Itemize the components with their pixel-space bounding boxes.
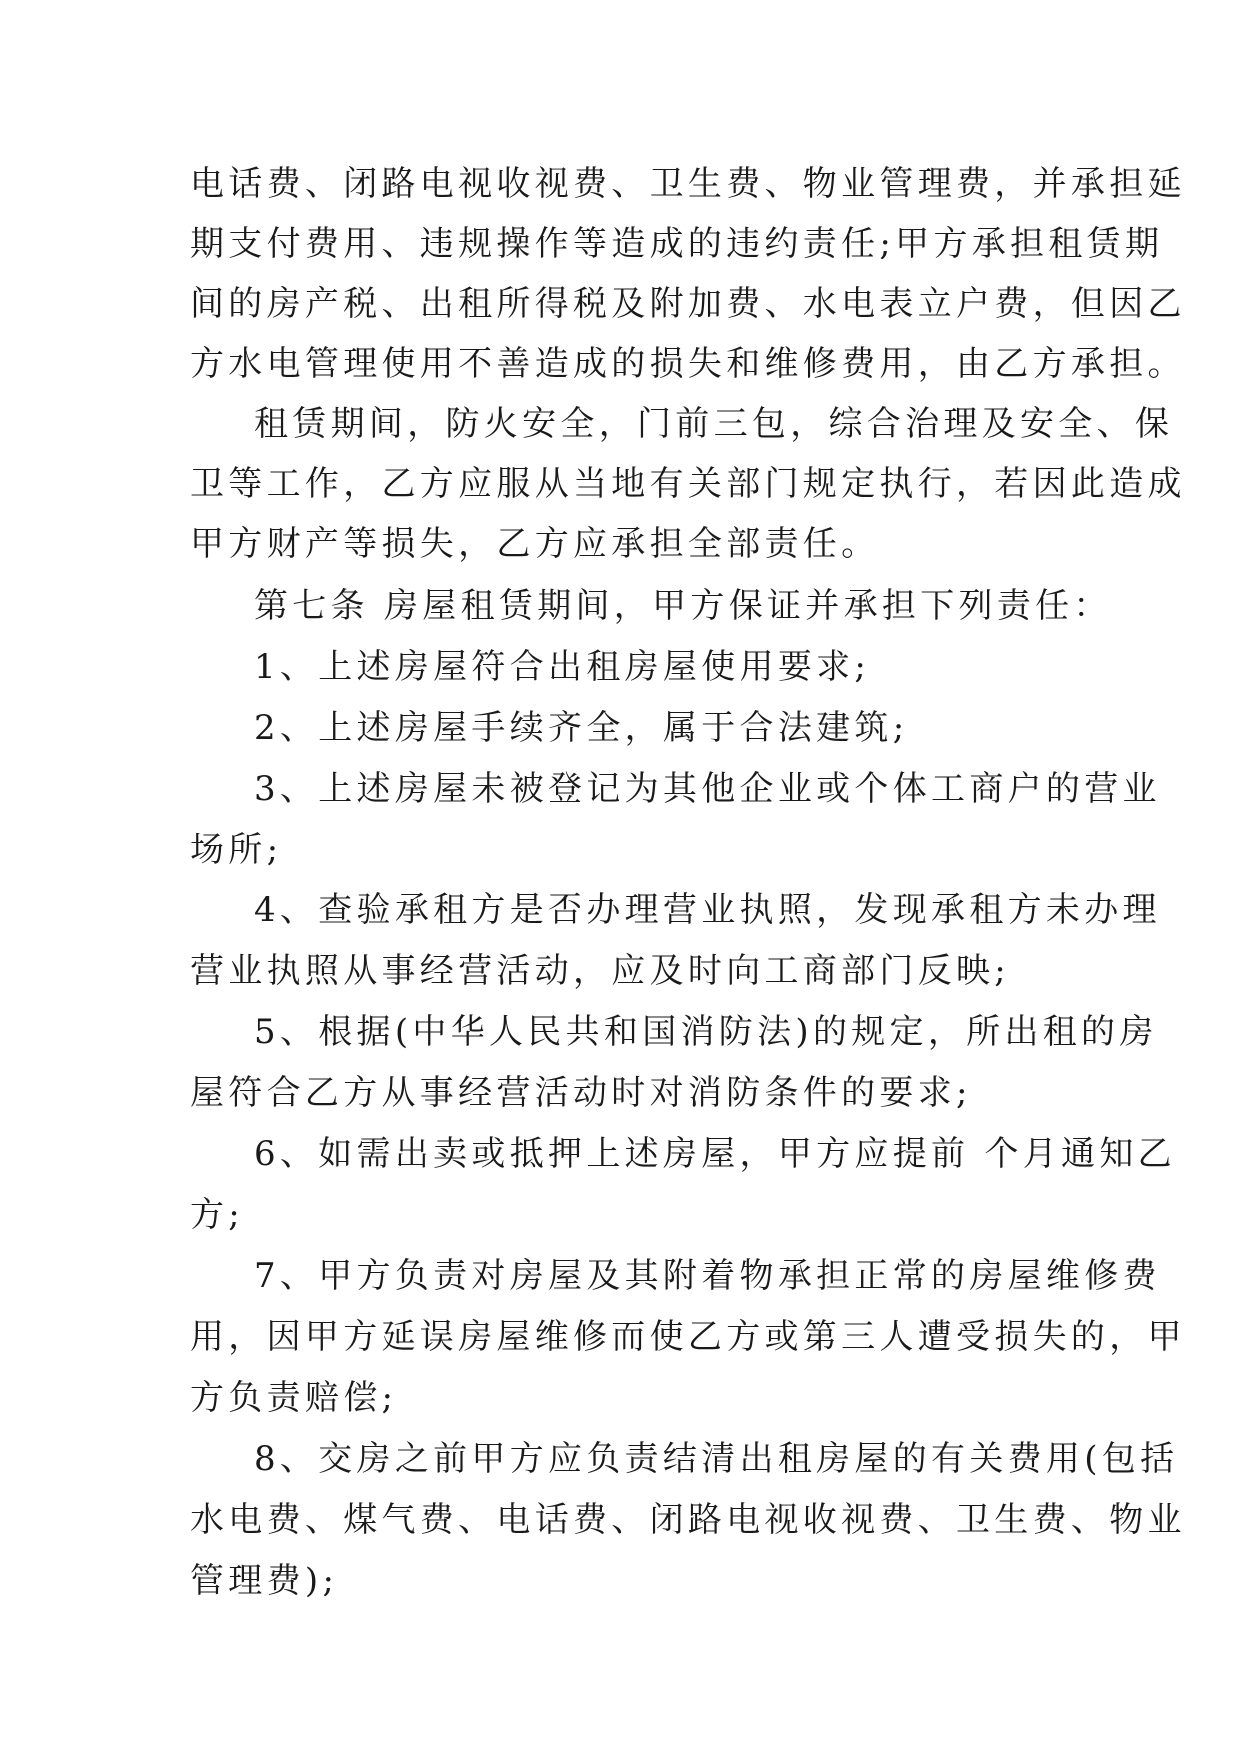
- text-line: 间的房产税、出租所得税及附加费、水电表立户费，但因乙: [190, 284, 1186, 324]
- text-line: 场所;: [190, 830, 283, 870]
- text-line: 营业执照从事经营活动，应及时向工商部门反映;: [190, 951, 1011, 991]
- text-line: 用，因甲方延误房屋维修而使乙方或第三人遭受损失的，甲: [190, 1317, 1186, 1357]
- list-item: 4、查验承租方是否办理营业执照，发现承租方未办理: [254, 890, 1161, 930]
- text-line: 卫等工作，乙方应服从当地有关部门规定执行，若因此造成: [190, 464, 1186, 504]
- list-item: 2、上述房屋手续齐全，属于合法建筑;: [254, 708, 909, 748]
- text-line: 水电费、煤气费、电话费、闭路电视收视费、卫生费、物业: [190, 1500, 1186, 1540]
- text-line: 管理费);: [190, 1561, 339, 1601]
- text-line: 甲方财产等损失，乙方应承担全部责任。: [190, 524, 880, 564]
- text-line: 方负责赔偿;: [190, 1378, 398, 1418]
- text-line: 方;: [190, 1195, 245, 1235]
- article-heading: 第七条 房屋租赁期间，甲方保证并承担下列责任：: [254, 586, 1112, 626]
- text-line: 期支付费用、违规操作等造成的违约责任;甲方承担租赁期: [190, 224, 1164, 264]
- list-item: 6、如需出卖或抵押上述房屋，甲方应提前 个月通知乙: [254, 1134, 1176, 1174]
- list-item: 3、上述房屋未被登记为其他企业或个体工商户的营业: [254, 769, 1161, 809]
- text-line: 屋符合乙方从事经营活动时对消防条件的要求;: [190, 1073, 972, 1113]
- text-line: 方水电管理使用不善造成的损失和维修费用，由乙方承担。: [190, 344, 1186, 384]
- list-item: 8、交房之前甲方应负责结清出租房屋的有关费用(包括: [254, 1439, 1179, 1479]
- list-item: 1、上述房屋符合出租房屋使用要求;: [254, 647, 871, 687]
- text-line: 电话费、闭路电视收视费、卫生费、物业管理费，并承担延: [190, 164, 1186, 204]
- text-line: 租赁期间，防火安全，门前三包，综合治理及安全、保: [254, 404, 1174, 444]
- list-item: 7、甲方负责对房屋及其附着物承担正常的房屋维修费: [254, 1256, 1161, 1296]
- list-item: 5、根据(中华人民共和国消防法)的规定，所出租的房: [254, 1012, 1158, 1052]
